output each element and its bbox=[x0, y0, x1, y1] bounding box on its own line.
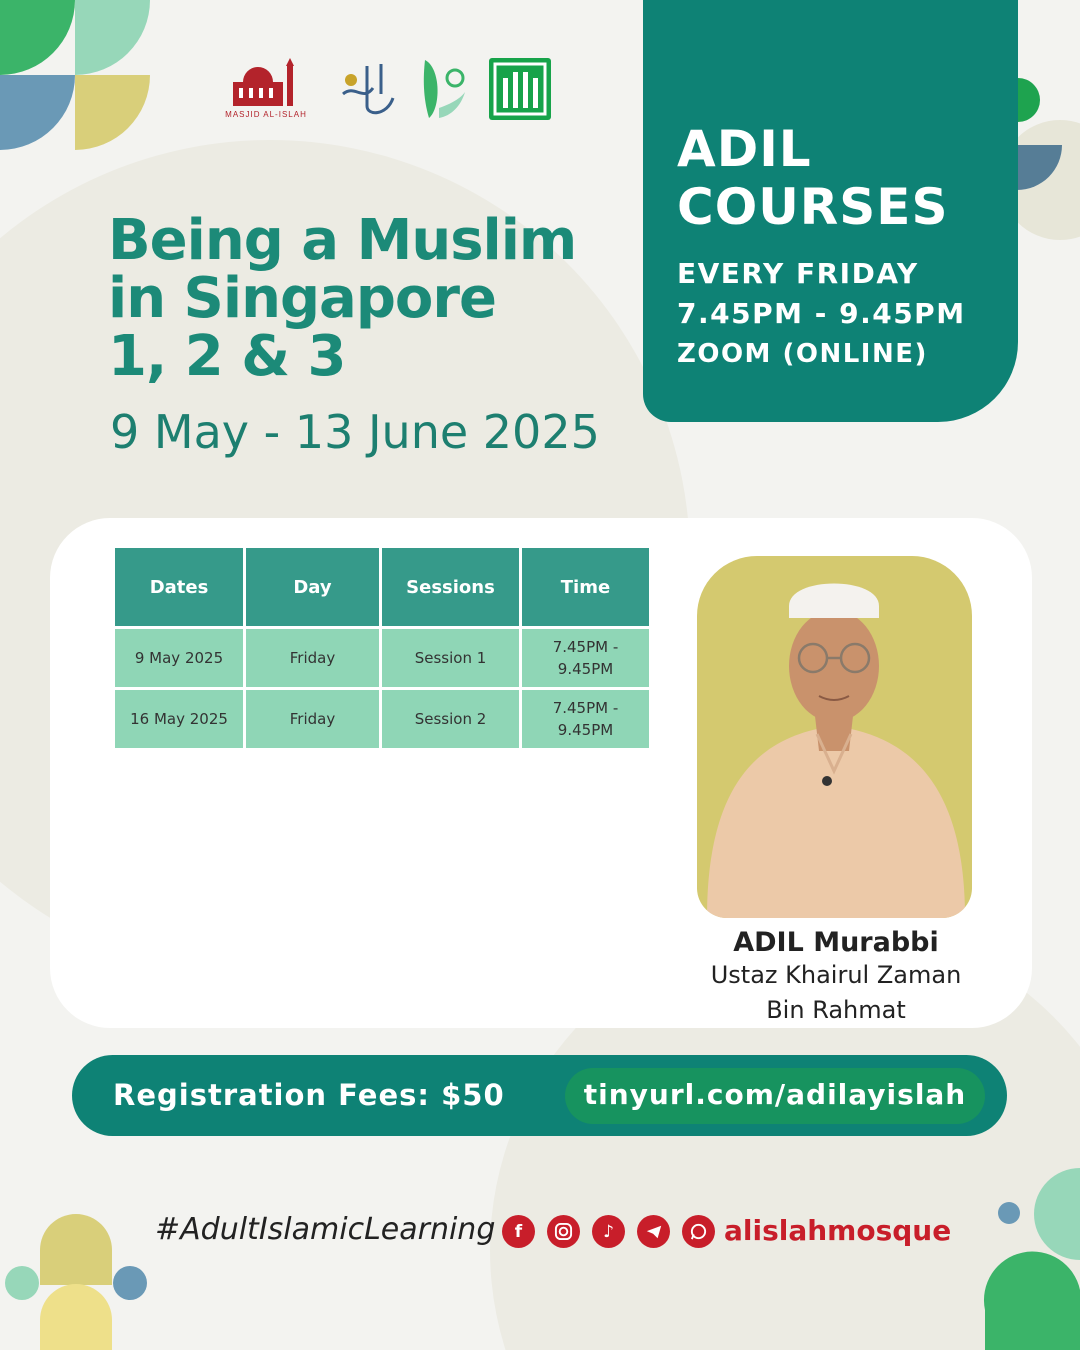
mosque-icon bbox=[225, 58, 315, 110]
schedule-time: 7.45PM - 9.45PM bbox=[677, 297, 966, 330]
speaker-photo bbox=[697, 556, 972, 918]
speaker-name-line1: Ustaz Khairul Zaman bbox=[710, 961, 962, 989]
speaker-portrait bbox=[697, 556, 972, 918]
registration-link[interactable]: tinyurl.com/adilayislah bbox=[565, 1068, 985, 1124]
header-day: Day bbox=[246, 548, 379, 626]
schedule-day: EVERY FRIDAY bbox=[677, 257, 919, 290]
cell-date: 9 May 2025 bbox=[115, 629, 243, 687]
cell-day: Friday bbox=[246, 629, 379, 687]
speaker-name-line2: Bin Rahmat bbox=[766, 996, 906, 1024]
cell-time-end: 9.45PM bbox=[557, 660, 614, 678]
instagram-icon[interactable] bbox=[547, 1215, 580, 1248]
cell-session: Session 1 bbox=[382, 629, 519, 687]
panel-heading-line1: ADIL bbox=[677, 120, 812, 178]
registration-fees: Registration Fees: $50 bbox=[113, 1078, 505, 1112]
adil-calligraphy-logo bbox=[337, 58, 399, 120]
tiktok-icon[interactable]: ♪ bbox=[592, 1215, 625, 1248]
schedule-table bbox=[112, 545, 652, 751]
schedule-info bbox=[677, 254, 1018, 374]
course-date-range: 9 May - 13 June 2025 bbox=[110, 405, 600, 459]
whatsapp-icon[interactable] bbox=[682, 1215, 715, 1248]
calligraphy-icon bbox=[337, 58, 399, 120]
adil-courses-panel bbox=[643, 0, 1018, 422]
speaker-caption bbox=[660, 927, 1012, 1028]
green-minaret-logo bbox=[489, 58, 551, 120]
table-row bbox=[115, 629, 649, 687]
leaf-icon bbox=[421, 58, 467, 120]
course-title bbox=[108, 208, 577, 389]
cell-session: Session 2 bbox=[382, 690, 519, 748]
social-handle[interactable]: alislahmosque bbox=[724, 1214, 952, 1247]
green-leaf-logo bbox=[421, 58, 467, 120]
header-dates: Dates bbox=[115, 548, 243, 626]
course-title-line2: in Singapore bbox=[108, 266, 496, 331]
table-row bbox=[115, 690, 649, 748]
cell-time-end: 9.45PM bbox=[557, 721, 614, 739]
table-header-row bbox=[115, 548, 649, 626]
cell-time-start: 7.45PM - bbox=[552, 699, 619, 717]
cell-time bbox=[522, 690, 649, 748]
hashtag: #AdultIslamicLearning bbox=[155, 1212, 496, 1247]
speaker-role: ADIL Murabbi bbox=[733, 927, 939, 958]
social-icons bbox=[502, 1215, 715, 1248]
minaret-icon bbox=[489, 58, 551, 120]
masjid-al-islah-logo bbox=[225, 58, 315, 120]
header-sessions: Sessions bbox=[382, 548, 519, 626]
cell-time-start: 7.45PM - bbox=[552, 638, 619, 656]
schedule-venue: ZOOM (ONLINE) bbox=[677, 339, 928, 369]
telegram-icon[interactable] bbox=[637, 1215, 670, 1248]
cell-day: Friday bbox=[246, 690, 379, 748]
facebook-icon[interactable]: f bbox=[502, 1215, 535, 1248]
cell-date: 16 May 2025 bbox=[115, 690, 243, 748]
cell-time bbox=[522, 629, 649, 687]
masjid-caption: MASJID AL-ISLAH bbox=[225, 110, 307, 119]
header-time: Time bbox=[522, 548, 649, 626]
course-title-line3: 1, 2 & 3 bbox=[108, 324, 346, 389]
panel-heading-line2: COURSES bbox=[677, 178, 949, 236]
course-title-line1: Being a Muslim bbox=[108, 208, 577, 273]
partner-logos bbox=[225, 58, 551, 120]
